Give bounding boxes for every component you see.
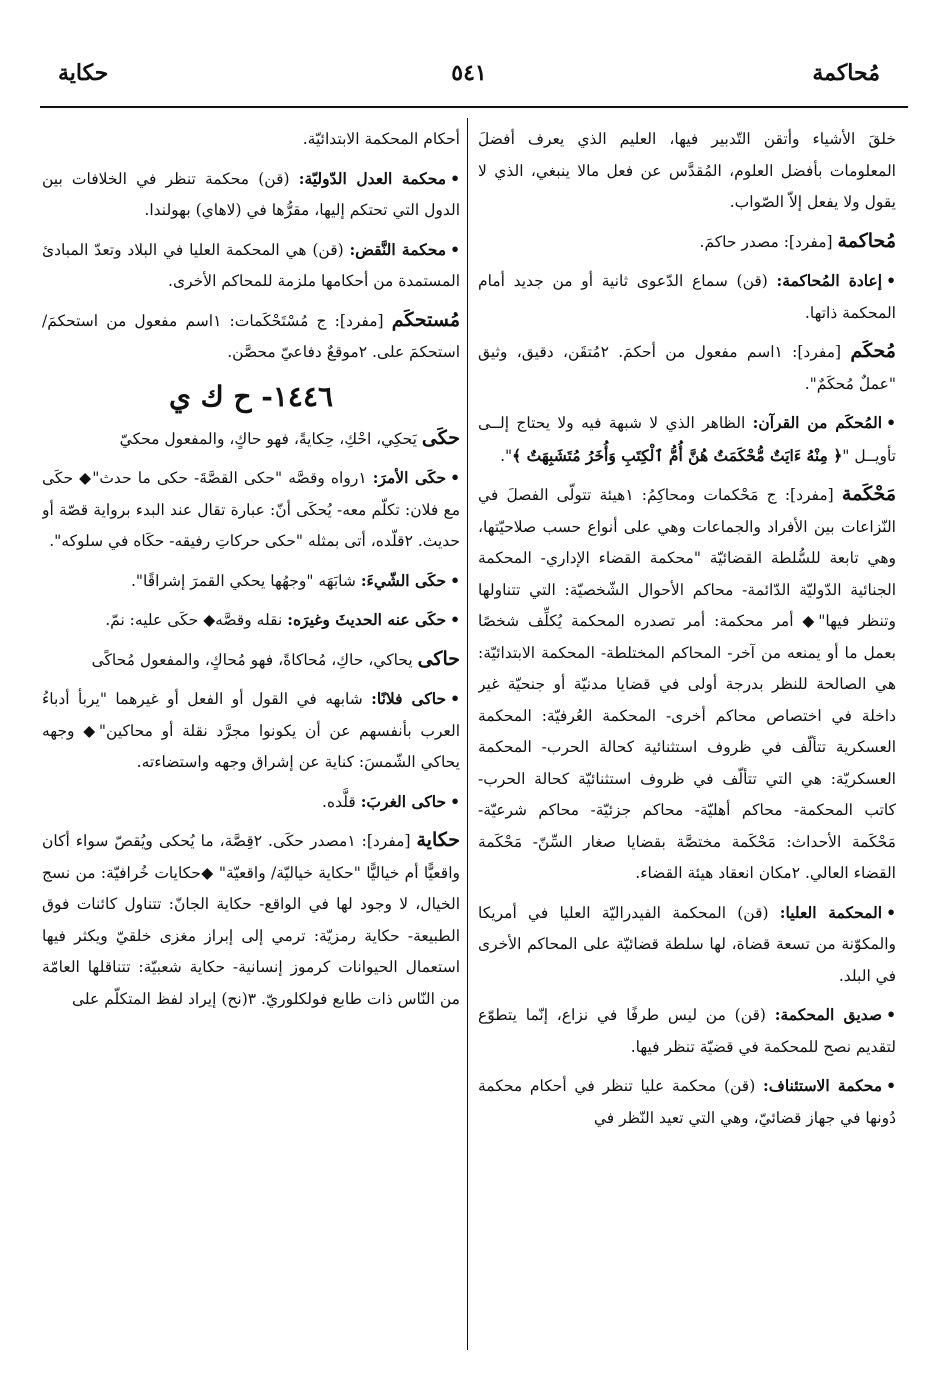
headword-entry	[478, 336, 896, 400]
sub-entry	[42, 604, 460, 637]
bullet-icon: •	[450, 239, 460, 259]
definition: (قن) محكمة عليا تنظر في أحكام محكمة دُونها في جهاز قضائيّ، وهي التي تعيد النّظر في	[478, 1077, 896, 1127]
definition: ١رواه وقصَّه "حكى القصَّةَ- حكى ما حدث"◆ حكَى مع فلان: تكلّم معه- يُحكَى أنّ: عبارة تقال عند البدء برواية قصّة أو حديث. ٢قلّده، أتى بمثله "حكى حركاتِ رفيقه- حكَاه في سلوكه".	[42, 469, 460, 550]
definition: [مفرد]: مصدر حاكمَ.	[699, 232, 833, 251]
definition: (قن) من ليس طرفًا في نزاع، إنّما يتطوّع لتقديم نصح للمحكمة في قضيّة تنظر فيها.	[478, 1006, 896, 1056]
headword-entry	[42, 423, 460, 456]
headword-entry	[478, 479, 896, 890]
bullet-icon: •	[450, 570, 460, 590]
sub-headword: المحكمة العليا:	[779, 902, 883, 922]
column-left	[42, 124, 460, 1354]
sub-headword: حكَى الأمرَ:	[372, 468, 447, 487]
sub-entry	[42, 565, 460, 598]
definition: [مفرد]: ١مصدر حكَى. ٢قِصَّة، ما يُحكى ويُقصّ سواء أكان واقعيًّا أم خياليًّا "حكاية خياليّة/ واقعيّة" ◆حكايات خُرافيّة: من نسج الخيال، لا وجود لها في الواقع- حكاية الجانّ: تتناول كائنات فوق الطبيعة- حكاية رمزيّة: ترمي إلى إبراز مغزى خلقيّ ويكثر فيها استعمال الحيوانات كرموز إنسانية- حكاية شعبيّة: تتناقلها العامّة من النّاس ذات طابع فولكلوريّ. ٣(نح) إيراد لفظ المتكلّم على	[42, 832, 460, 1008]
bullet-icon: •	[450, 168, 460, 188]
bullet-icon: •	[886, 271, 896, 290]
definition: قلَّده.	[322, 792, 356, 811]
definition: يَحكِي، احْكِ، حِكايةً، فهو حاكٍ، والمفعول محكيّ	[119, 429, 417, 448]
header-rule	[40, 106, 908, 108]
headword: حكاية	[416, 829, 460, 851]
sub-entry	[42, 683, 460, 779]
sub-entry	[42, 234, 460, 298]
sub-headword: حكَى الشّيءَ:	[360, 570, 447, 590]
column-divider	[467, 118, 468, 1350]
bullet-icon: •	[886, 1076, 896, 1095]
headword: مُحكَم	[850, 340, 896, 362]
headword-entry	[42, 305, 460, 369]
bullet-icon: •	[450, 468, 460, 487]
headword: مُحاكمة	[837, 229, 896, 252]
entry-text	[478, 124, 896, 219]
bullet-icon: •	[886, 413, 896, 432]
sub-headword: صديق المحكمة:	[774, 1005, 883, 1024]
sub-headword: حاكى الغربَ:	[360, 791, 447, 811]
column-right	[478, 124, 896, 1354]
sub-headword: محكمة العدل الدّوليّة:	[298, 168, 447, 188]
definition: [مفرد]: ١اسم مفعول من أحكمَ. ٢مُتقَن، دقيق، وثيق "عملٌ مُحكَمٌ".	[478, 343, 896, 393]
headword-entry	[478, 226, 896, 259]
headword: حكَى	[421, 426, 460, 449]
sub-entry	[42, 163, 460, 227]
definition: خلقَ الأشياء وأتقن التّدبير فيها، العليم الذي يعرف أفضلَ المعلومات بأفضل العلوم، المُقدَّس عن فعل مالا ينبغي، الذي لا يقول ولا يفعل إلاّ الصّواب.	[478, 130, 896, 211]
headword: مَحْكَمة	[841, 483, 896, 505]
sub-headword: محكمة النَّقض:	[349, 239, 447, 259]
page-number: ٥٤١	[451, 60, 487, 86]
sub-headword: إعادة المُحاكمة:	[776, 271, 883, 290]
definition: (قن) محكمة تنظر في الخلافات بين الدول التي تحتكم إليها، مقرُّها في (لاهاي) بهولندا.	[42, 169, 460, 219]
sub-headword: حكَى عنه الحديثَ وغيرَه:	[287, 610, 447, 629]
headword: حاكى	[417, 647, 460, 670]
definition: نقله وقصَّه◆ حكَى عليه: نمّ.	[105, 611, 283, 629]
definition: [مفرد]: ج مُسْتَحْكَمات: ١اسم مفعول من استحكمَ/ استحكمَ على. ٢موقعٌ دفاعيّ محصَّن.	[42, 311, 460, 361]
headword: مُستحكَم	[391, 308, 460, 331]
bullet-icon: •	[450, 610, 460, 629]
quran-verse: ﴿ مِنْهُ ءَايَتٌ مُّحْكَمَتٌ هُنَّ أُمُّ ٱلْكِتَبِ وَأُخَرُ مُتَشَبِهَتٌ ﴾	[512, 445, 843, 465]
running-head-right: مُحاكمة	[812, 60, 880, 86]
definition: (قن) سماع الدّعوى ثانية أو من جديد أمام المحكمة ذاتها.	[478, 272, 896, 322]
bullet-icon: •	[886, 1005, 896, 1024]
definition: [مفرد]: ج مَحْكمات ومحاكِمُ: ١هيئة تتولّى الفصلَ في النّزاعات بين الأفراد والجماعات وهي على أنواع حسب صلاحيّتها، وهي تابعة للسُّلطة القضائيّة "محكمة القضاء الإداري- المحكمة الجنائية الدّوليّة الدّائمة- محاكم الأحوال الشّخصيّة: التي تتناولها وتنظر فيها"◆ أمر محكمة: أمر تصدره المحكمة يُكلِّف شخصًا بعمل ما أو يمنعه من آخر- المحاكم المختلطة- المحكمة الابتدائيّة: هي الصالحة للنظر بدرجة أولى في قضايا مدنيّة أو جنحيّة غير داخلة في اختصاص محاكم أخرى- المحكمة العُرفيّة: المحكمة العسكرية تتألّف في ظروف استثنائية كحالة الحرب- المحكمة العسكريّة: هي التي تتألّف في ظروف استثنائيّة كحالة الحرب- كاتب المحكمة- محاكم أهليّة- محاكم جزئيّة- محاكم شرعيّة- مَحْكَمة الأحداث: مَحْكَمة مختصَّة بقضايا صغار السِّنّ- مَحْكَمة القضاء العالي. ٢مكان انعقاد هيئة القضاء.	[478, 486, 896, 882]
definition-tail: ".	[500, 446, 513, 465]
sub-headword: المُحكَم من القرآن:	[752, 413, 883, 432]
root-heading: ١٤٤٦- ح ك ي	[168, 379, 334, 413]
sub-entry	[42, 462, 460, 558]
sub-entry	[478, 1070, 896, 1134]
bullet-icon: •	[450, 689, 460, 708]
definition: (قن) هي المحكمة العليا في البلاد وتعدّ المبادئ المستمدة من أحكامها ملزمة للمحاكم الأخرى.	[42, 240, 460, 290]
definition: شابهه في القول أو الفعل أو غيرهما "يربأ أدباءُ العرب بأنفسهم عن أن يكونوا مجرَّد نقلة أو محاكين"◆ وجهه يحاكي الشّمسَ: كناية عن إشراق وجهه واستضاءته.	[42, 690, 460, 771]
definition: يحاكي، حاكِ، مُحاكاةً، فهو مُحاكٍ، والمفعول مُحاكًى	[91, 650, 413, 669]
sub-entry	[478, 897, 896, 993]
bullet-icon: •	[450, 791, 460, 811]
bullet-icon: •	[886, 902, 896, 922]
definition: الظاهر الذي لا شبهة فيه ولا يحتاج إلــى تأويــل "	[478, 414, 896, 465]
definition: شابَهَه "وجهُها يحكي القمرَ إشراقًا".	[130, 571, 356, 590]
definition: (قن) المحكمة الفيدراليّة العليا في أمريكا والمكوّنة من تسعة قضاة، لها سلطة قضائيّة على المحاكم الأخرى في البلد.	[478, 903, 896, 985]
headword-entry	[42, 825, 460, 1015]
sub-entry	[478, 999, 896, 1063]
sub-entry	[478, 265, 896, 329]
sub-entry	[42, 786, 460, 819]
headword-entry	[42, 644, 460, 677]
sub-entry	[478, 407, 896, 472]
sub-headword: محكمة الاستئناف:	[763, 1076, 883, 1095]
definition: أحكام المحكمة الابتدائيّة.	[302, 130, 460, 148]
entry-text	[42, 124, 460, 156]
sub-headword: حاكى فلانًا:	[371, 689, 447, 708]
running-head-left: حكاية	[58, 60, 109, 86]
